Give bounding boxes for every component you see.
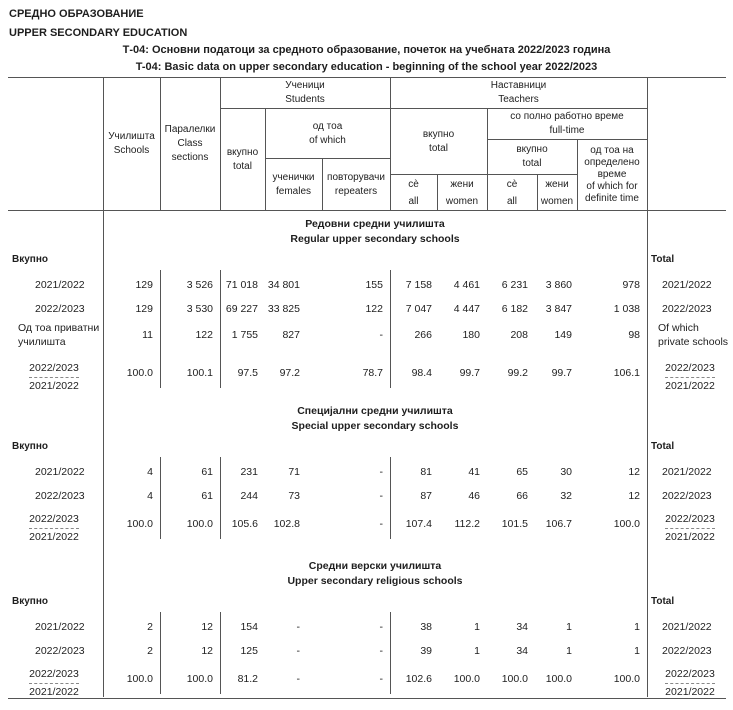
heading-mk: СРЕДНО ОБРАЗОВАНИЕ [9, 8, 144, 20]
table-cell: 4 447 [453, 303, 480, 315]
table-cell: 1 [566, 621, 572, 633]
table-cell: 1 [634, 645, 640, 657]
total-label-en: Total [651, 596, 675, 607]
ratio-divider [665, 377, 715, 378]
header-teachers-women: жени women [445, 179, 479, 207]
table-cell: 39 [420, 645, 432, 657]
total-label-mk: Вкупно [12, 254, 48, 265]
header-of-which: од тоа of which [309, 120, 346, 146]
row-label-en: 2021/2022 [662, 279, 712, 291]
table-cell: 41 [468, 466, 480, 478]
table-cell: 98 [628, 329, 640, 341]
table-cell: 102.8 [273, 518, 300, 530]
table-title-en: T-04: Basic data on upper secondary education - beginning of the school year 2022/2023 [135, 61, 598, 73]
ratio-numerator: 2022/2023 [665, 668, 715, 680]
table-cell: 30 [560, 466, 572, 478]
ratio-divider [665, 528, 715, 529]
row-label-line1: Од тоа приватни [18, 322, 100, 334]
total-label-en: Total [651, 441, 675, 452]
section-title-en: Special upper secondary schools [291, 420, 459, 432]
total-label-mk: Вкупно [12, 441, 48, 452]
table-cell: 81 [420, 466, 432, 478]
table-cell: 34 801 [267, 279, 300, 291]
row-label-line2: private schools [658, 336, 729, 348]
row-label: 2021/2022 [35, 279, 85, 291]
table-cell: 100.0 [501, 673, 528, 685]
table-cell: 208 [510, 329, 528, 341]
row-label-line2: училишта [18, 336, 66, 348]
table-cell: 180 [462, 329, 480, 341]
total-label-en: Total [651, 254, 675, 265]
table-cell: 100.0 [126, 673, 153, 685]
row-label-ratio-en [650, 668, 730, 699]
table-cell: 34 [516, 645, 528, 657]
row-label-ratio-en [650, 362, 730, 393]
table-cell: 100.0 [186, 518, 213, 530]
table-cell: 99.2 [507, 367, 528, 379]
table-cell: 69 227 [225, 303, 258, 315]
header-ft-all: сè all [506, 179, 518, 207]
table-cell: 12 [201, 621, 213, 633]
header-definite-time: од тоа на определено време of which for definite time [584, 145, 640, 204]
row-label: 2022/2023 [35, 645, 85, 657]
table-cell: - [379, 490, 383, 502]
total-label-mk: Вкупно [12, 596, 48, 607]
table-cell: 4 [147, 466, 153, 478]
header-females: ученички females [272, 172, 315, 197]
row-label-line1: Of which [658, 322, 699, 334]
table-cell: - [296, 673, 300, 685]
ratio-divider [665, 683, 715, 684]
section-title-mk: Редовни средни училишта [305, 218, 445, 230]
ratio-numerator: 2022/2023 [29, 513, 79, 525]
ratio-denominator: 2021/2022 [29, 380, 79, 392]
table-cell: 129 [135, 279, 153, 291]
table-cell: 65 [516, 466, 528, 478]
row-label-en: 2021/2022 [662, 621, 712, 633]
table-cell: 3 860 [545, 279, 572, 291]
table-cell: - [379, 673, 383, 685]
header-teachers-all: сè all [408, 179, 419, 207]
table-cell: 11 [142, 329, 153, 341]
table-cell: 101.5 [501, 518, 528, 530]
table-cell: 87 [420, 490, 432, 502]
header-class-sections: Паралелки Class sections [164, 124, 216, 163]
table-cell: 12 [628, 490, 640, 502]
row-label-en [658, 321, 728, 349]
table-cell: 100.0 [453, 673, 480, 685]
table-cell: - [379, 466, 383, 478]
row-label-en: 2022/2023 [662, 645, 712, 657]
table-cell: - [379, 518, 383, 530]
header-ft-total: вкупно total [516, 144, 548, 169]
header-schools: Училишта Schools [108, 131, 155, 156]
table-cell: 266 [414, 329, 432, 341]
table-cell: 4 461 [453, 279, 480, 291]
table-cell: 112.2 [454, 518, 480, 530]
table-cell: 97.2 [279, 367, 300, 379]
table-cell: 1 [566, 645, 572, 657]
table-cell: 149 [554, 329, 572, 341]
table-cell: - [379, 621, 383, 633]
table-cell: 98.4 [411, 367, 432, 379]
table-cell: 978 [622, 279, 640, 291]
table-cell: 12 [628, 466, 640, 478]
table-cell: 46 [468, 490, 480, 502]
table-cell: 231 [240, 466, 258, 478]
table-cell: 4 [147, 490, 153, 502]
row-label-ratio [18, 668, 90, 699]
table-cell: - [379, 645, 383, 657]
table-cell: 33 825 [267, 303, 300, 315]
table-cell: - [296, 621, 300, 633]
table-cell: 106.7 [545, 518, 572, 530]
table-cell: 1 [474, 645, 480, 657]
table-cell: 100.0 [613, 673, 640, 685]
table-cell: 99.7 [459, 367, 480, 379]
table-cell: 12 [201, 645, 213, 657]
table-cell: 107.4 [405, 518, 432, 530]
table-cell: 6 231 [501, 279, 528, 291]
row-label-ratio [18, 362, 90, 393]
table-cell: 1 [634, 621, 640, 633]
row-label-en: 2022/2023 [662, 303, 712, 315]
table-cell: 106.1 [613, 367, 640, 379]
table-cell: 66 [516, 490, 528, 502]
row-label: 2022/2023 [35, 303, 85, 315]
header-ft-women: жени women [540, 179, 574, 207]
table-bottom-border [8, 698, 726, 699]
table-cell: 81.2 [237, 673, 258, 685]
heading-en: UPPER SECONDARY EDUCATION [9, 27, 188, 39]
table-cell: 2 [147, 621, 153, 633]
table-title-mk: Т-04: Основни податоци за средното образование, почеток на учебната 2022/2023 година [122, 44, 611, 56]
table-cell: 3 530 [186, 303, 213, 315]
table-cell: 100.0 [545, 673, 572, 685]
ratio-divider [29, 683, 79, 684]
right-label-divider [647, 77, 648, 697]
section-title-en: Upper secondary religious schools [287, 575, 463, 587]
ratio-divider [29, 377, 79, 378]
ratio-denominator: 2021/2022 [665, 686, 715, 698]
table-cell: 100.0 [186, 673, 213, 685]
table-cell: - [379, 329, 383, 341]
row-label-en: 2021/2022 [662, 466, 712, 478]
ratio-denominator: 2021/2022 [665, 380, 715, 392]
header-full-time: со полно работно време full-time [510, 111, 624, 136]
row-label-en: 2022/2023 [662, 490, 712, 502]
row-label: 2021/2022 [35, 466, 85, 478]
table-cell: 125 [240, 645, 258, 657]
table-cell: 71 018 [225, 279, 258, 291]
table-cell: 1 [474, 621, 480, 633]
row-label: 2021/2022 [35, 621, 85, 633]
table-cell: 99.7 [551, 367, 572, 379]
table-cell: 100.0 [126, 518, 153, 530]
table-cell: 100.0 [126, 367, 153, 379]
ratio-denominator: 2021/2022 [665, 531, 715, 543]
row-label-ratio [18, 513, 90, 544]
table-cell: 122 [195, 329, 213, 341]
table-cell: 78.7 [362, 367, 383, 379]
table-cell: 1 038 [613, 303, 640, 315]
table-cell: 100.1 [186, 367, 213, 379]
header-repeaters: повторувачи repeaters [327, 172, 385, 197]
table-cell: 6 182 [501, 303, 528, 315]
header-teachers-total: вкупно total [422, 128, 455, 154]
ratio-denominator: 2021/2022 [29, 531, 79, 543]
row-label: 2022/2023 [35, 490, 85, 502]
table-cell: 1 755 [231, 329, 258, 341]
table-cell: 3 526 [186, 279, 213, 291]
ratio-denominator: 2021/2022 [29, 686, 79, 698]
table-cell: 244 [240, 490, 258, 502]
ratio-numerator: 2022/2023 [29, 362, 79, 374]
table-cell: 102.6 [405, 673, 432, 685]
section-title-mk: Средни верски училишта [308, 560, 442, 572]
section-title-en: Regular upper secondary schools [290, 233, 460, 245]
table-cell: 7 158 [405, 279, 432, 291]
header-students: Ученици Students [285, 80, 325, 105]
table-cell: 122 [365, 303, 383, 315]
table-cell: 38 [420, 621, 432, 633]
ratio-numerator: 2022/2023 [29, 668, 79, 680]
table-cell: 32 [560, 490, 572, 502]
table-cell: 155 [365, 279, 383, 291]
table-cell: 97.5 [237, 367, 258, 379]
ratio-numerator: 2022/2023 [665, 513, 715, 525]
table-cell: 154 [240, 621, 258, 633]
table-cell: 34 [516, 621, 528, 633]
table-cell: 73 [288, 490, 300, 502]
row-label-ratio-en [650, 513, 730, 544]
table-cell: 100.0 [613, 518, 640, 530]
table-cell: 2 [147, 645, 153, 657]
header-teachers: Наставници Teachers [490, 80, 547, 105]
table-cell: 61 [201, 466, 213, 478]
ratio-numerator: 2022/2023 [665, 362, 715, 374]
table-cell: 71 [288, 466, 300, 478]
table-cell: 827 [282, 329, 300, 341]
table-cell: 129 [135, 303, 153, 315]
table-cell: 3 847 [545, 303, 572, 315]
row-label [18, 321, 99, 349]
ratio-divider [29, 528, 79, 529]
table-cell: 61 [201, 490, 213, 502]
section-title-mk: Специјални средни училишта [297, 405, 453, 417]
table-cell: - [296, 645, 300, 657]
header-students-total: вкупно total [226, 147, 259, 172]
table-cell: 105.6 [231, 518, 258, 530]
table-cell: 7 047 [405, 303, 432, 315]
